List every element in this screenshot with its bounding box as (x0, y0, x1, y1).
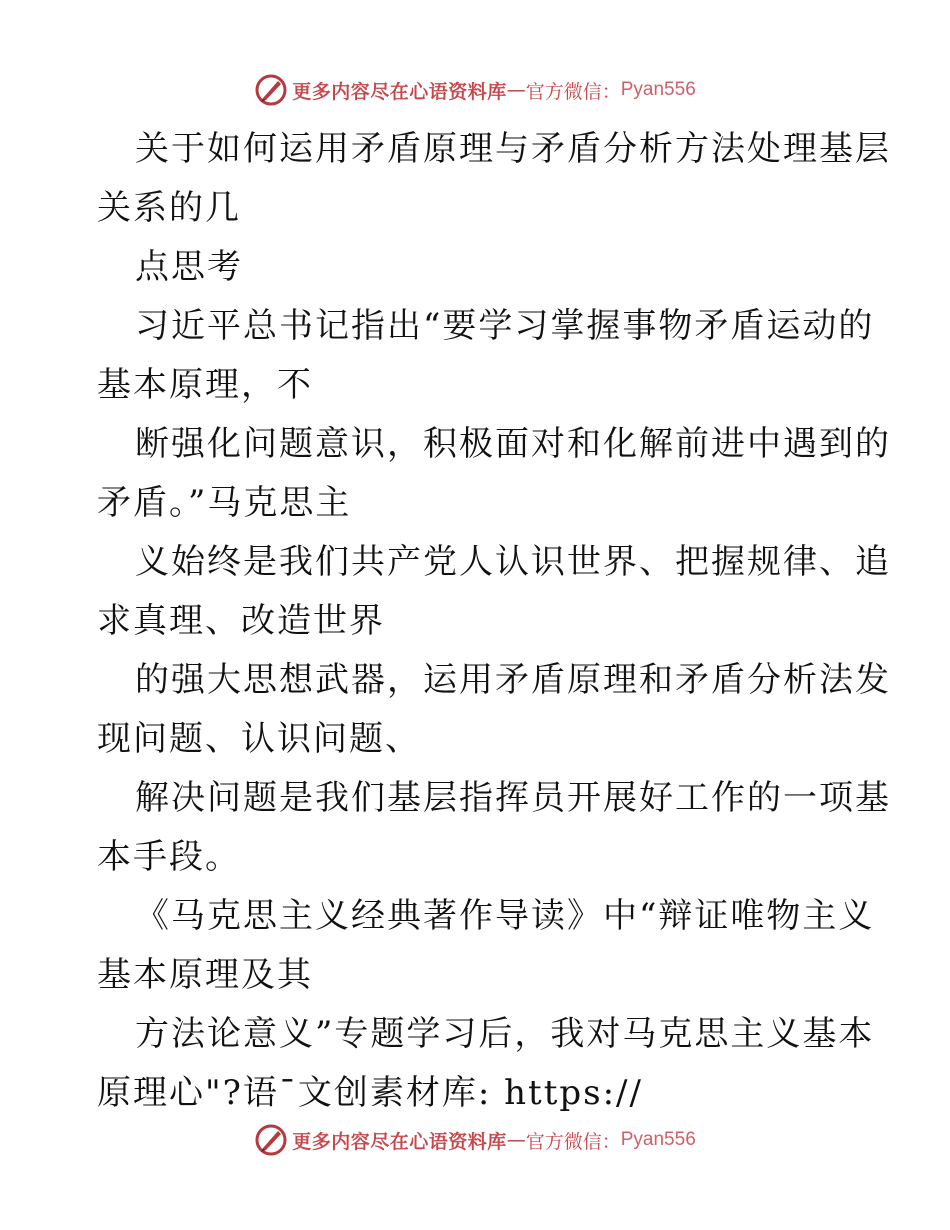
watermark-main-text: 更多内容尽在心语资料库 (292, 80, 507, 103)
watermark-id: Pyan556 (620, 1129, 696, 1150)
text-line: 点思考 (135, 247, 243, 287)
watermark-sub-text: 官方微信： (525, 80, 621, 103)
text-line: 方法论意义”专题学习后，我对马克思主义基本 (135, 1014, 875, 1054)
text-line: 解决问题是我们基层指挥员开展好工作的一项基 (135, 778, 891, 818)
header-watermark (0, 72, 950, 108)
text-line: 基本原理，不 (97, 365, 313, 405)
text-line: 基本原理及其 (97, 955, 313, 995)
text-line: 现问题、认识问题、 (97, 719, 421, 759)
footer-watermark (0, 1122, 950, 1158)
text-line: 的强大思想武器，运用矛盾原理和矛盾分析法发 (135, 660, 891, 700)
text-line: 矛盾。”马克思主 (97, 483, 352, 523)
document-body (97, 120, 891, 1123)
text-line: 断强化问题意识，积极面对和化解前进中遇到的 (135, 424, 891, 464)
watermark-id: Pyan556 (620, 79, 696, 100)
text-line: 本手段。 (97, 837, 241, 877)
text-line: 《马克思主义经典著作导读》中“辩证唯物主义 (135, 896, 875, 936)
text-line: 习近平总书记指出“要学习掌握事物矛盾运动的 (135, 306, 875, 346)
text-line: 原理心"?语¯文创素材库: https:// (97, 1073, 643, 1113)
text-line: 义始终是我们共产党人认识世界、把握规律、追 (135, 542, 891, 582)
quill-pen-logo-icon (254, 73, 288, 107)
watermark-main-text: 更多内容尽在心语资料库 (292, 1130, 507, 1153)
watermark-separator: — (506, 79, 526, 101)
watermark-separator: — (506, 1129, 526, 1151)
quill-pen-logo-icon (254, 1123, 288, 1157)
text-line: 关于如何运用矛盾原理与矛盾分析方法处理基层 (135, 129, 891, 169)
text-line: 关系的几 (97, 188, 241, 228)
text-line: 求真理、改造世界 (97, 601, 385, 641)
watermark-sub-text: 官方微信： (525, 1130, 621, 1153)
